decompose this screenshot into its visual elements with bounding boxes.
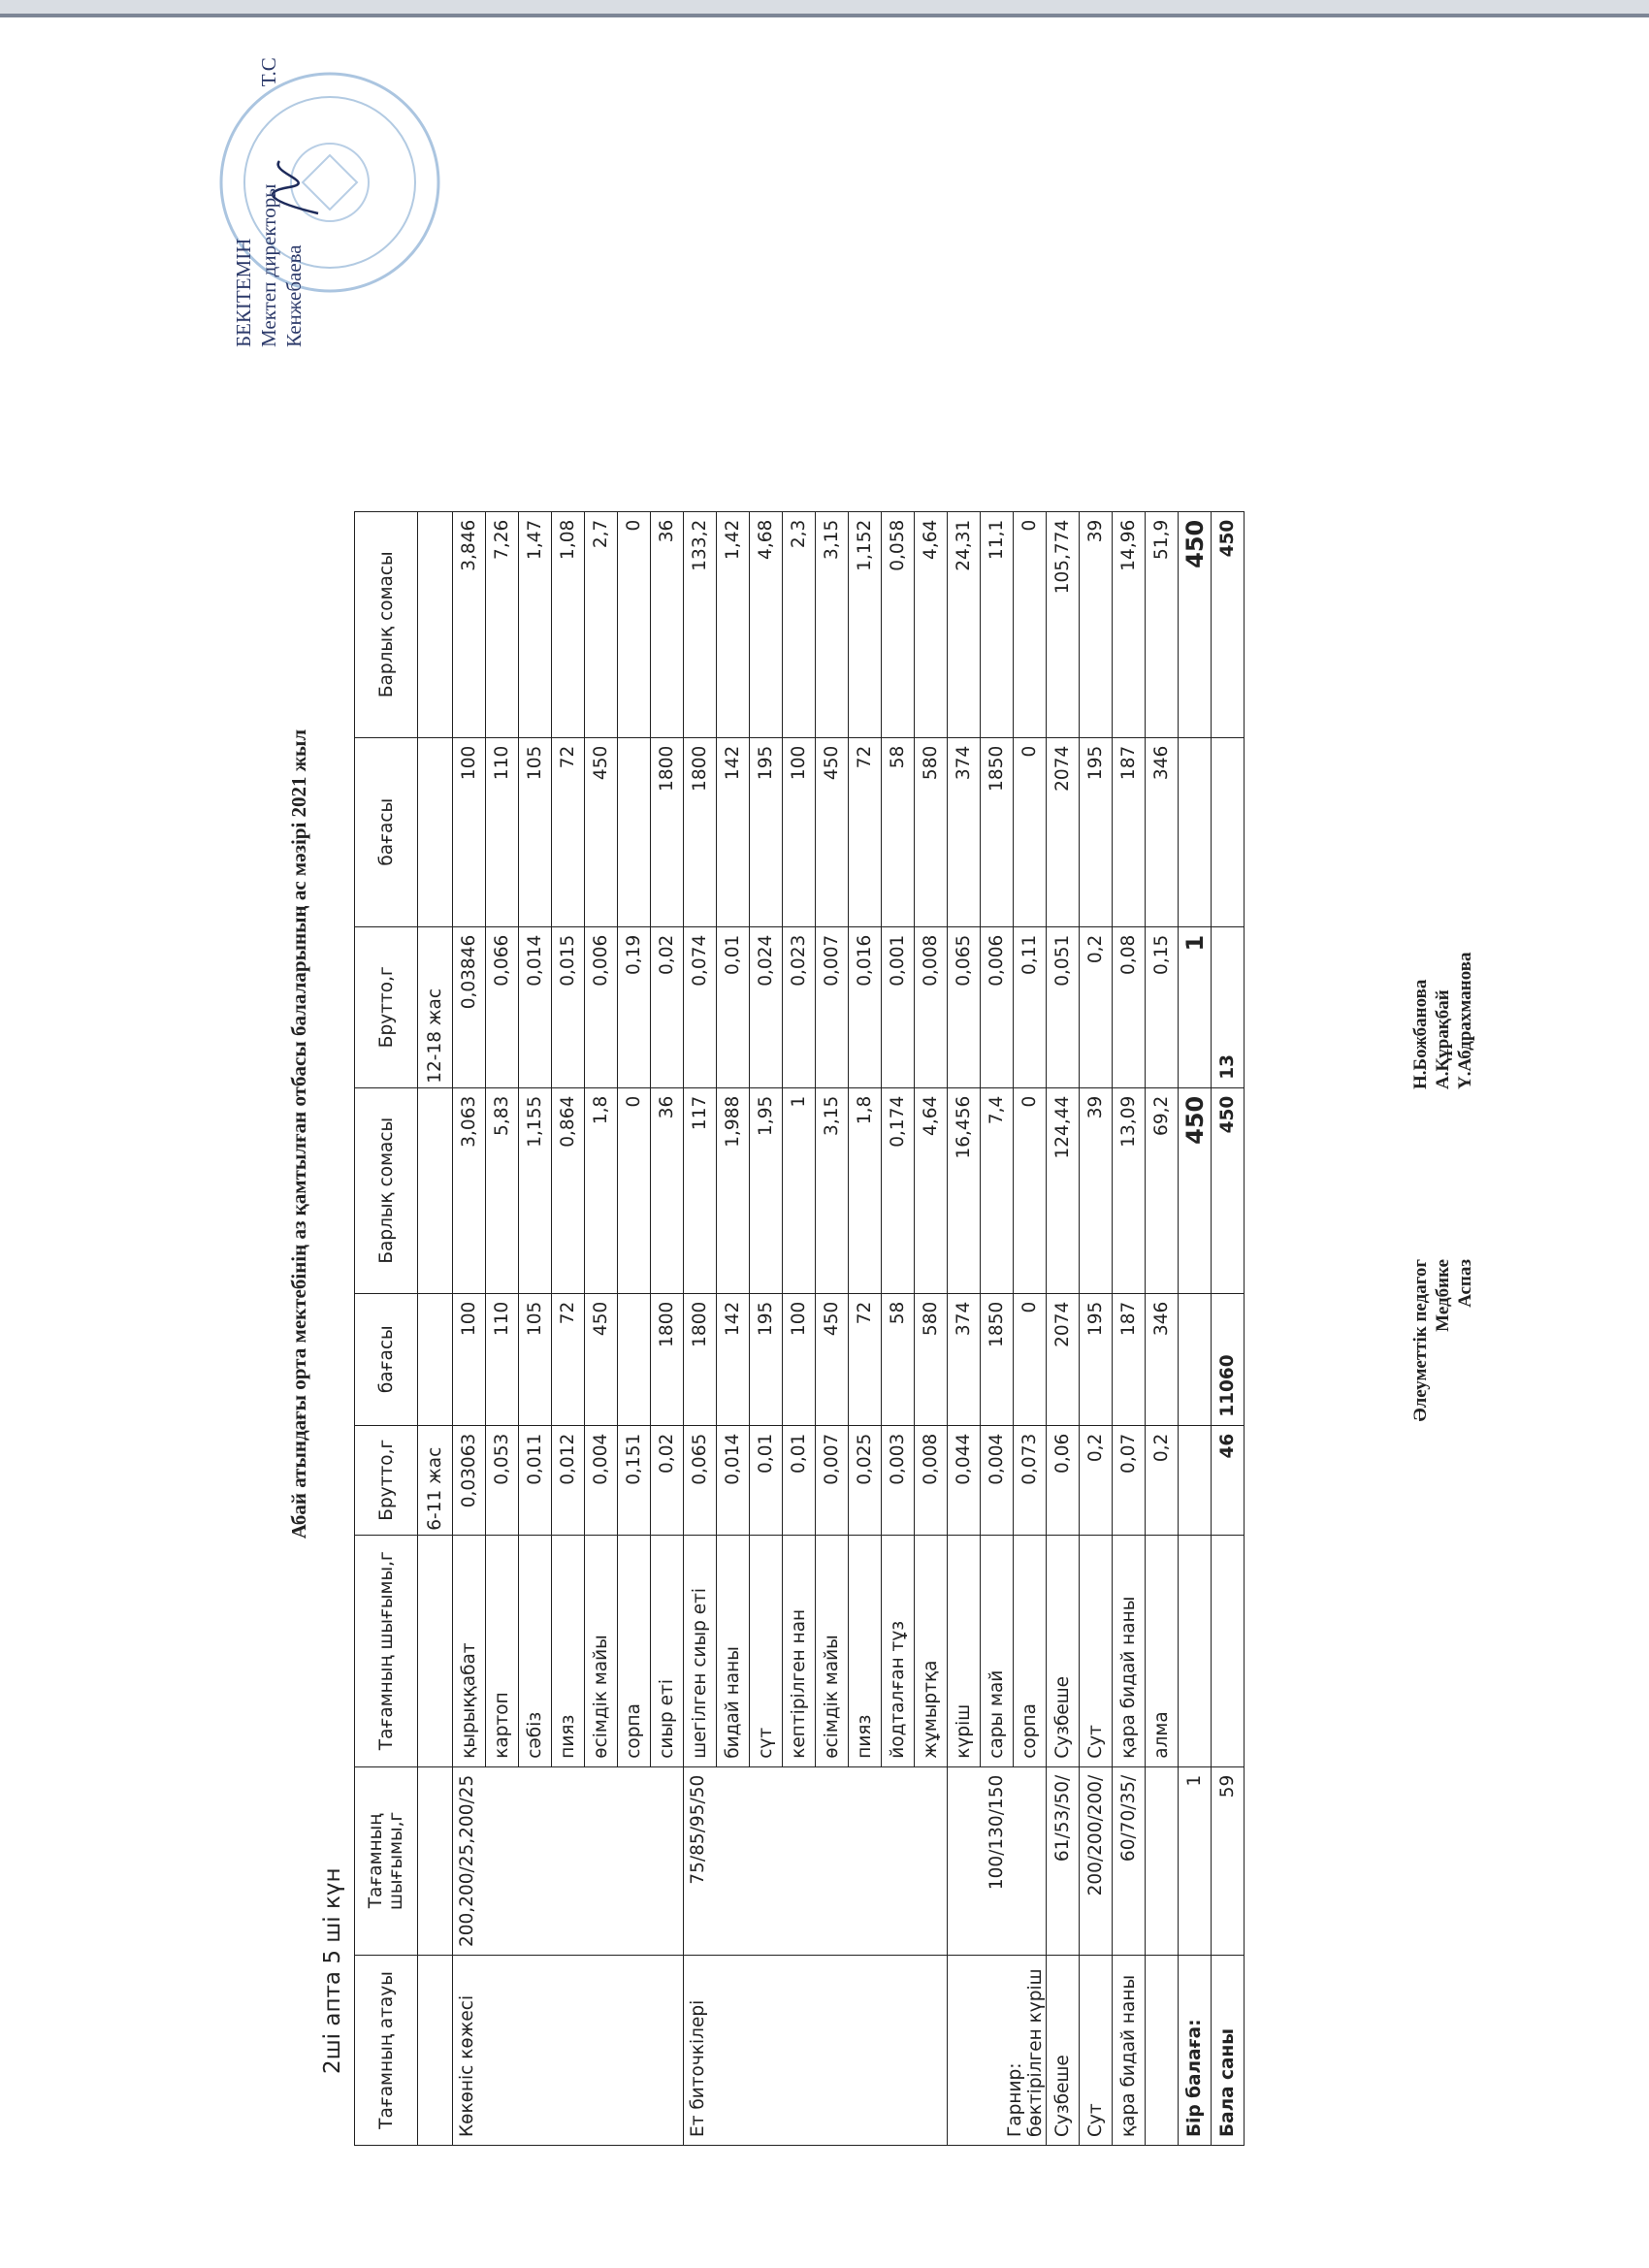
price-cell: 72 bbox=[552, 1293, 585, 1425]
director-name: Т.С Кенжебаева bbox=[257, 57, 306, 347]
brutto-cell: 0,006 bbox=[585, 926, 618, 1087]
ingredient-cell: Сузбеше bbox=[1047, 1535, 1080, 1766]
price-cell: 100 bbox=[783, 737, 816, 926]
brutto-cell: 0,19 bbox=[618, 926, 651, 1087]
sum-cell: 1,8 bbox=[849, 1087, 882, 1293]
empty-cell bbox=[418, 1293, 453, 1425]
brutto-cell: 0,065 bbox=[684, 1425, 717, 1535]
dish-name-cell: қара бидай наны bbox=[1113, 1956, 1146, 2146]
header-cell: Барлық сомасы bbox=[355, 511, 418, 737]
header-row bbox=[355, 511, 418, 2145]
price-cell: 580 bbox=[915, 1293, 948, 1425]
price-cell: 0 bbox=[1014, 1293, 1047, 1425]
brutto-cell: 0,073 bbox=[1014, 1425, 1047, 1535]
dish-name-cell: Сут bbox=[1080, 1956, 1113, 2146]
header-cell: бағасы bbox=[355, 1293, 418, 1425]
age-group-row bbox=[418, 511, 453, 2145]
signature-roles bbox=[1409, 1259, 1476, 1540]
price-cell: 1800 bbox=[651, 1293, 684, 1425]
child-count-row bbox=[1212, 511, 1245, 2145]
price-cell: 1850 bbox=[981, 737, 1014, 926]
week-day-label: 2ші апта 5 ші күн bbox=[320, 1867, 345, 2074]
signature-names bbox=[1409, 953, 1476, 1089]
brutto-cell: 0,008 bbox=[915, 926, 948, 1087]
price-cell: 0 bbox=[1014, 737, 1047, 926]
approval-position: Мектеп директоры Т.С Кенжебаева bbox=[257, 57, 306, 347]
brutto-cell: 0,025 bbox=[849, 1425, 882, 1535]
dish-name-cell: Сузбеше bbox=[1047, 1956, 1080, 2146]
brutto-cell: 0,11 bbox=[1014, 926, 1047, 1087]
brutto-cell: 0,006 bbox=[981, 926, 1014, 1087]
ingredient-cell: сары май bbox=[981, 1535, 1014, 1766]
sum-cell: 36 bbox=[651, 1087, 684, 1293]
price-cell: 72 bbox=[849, 1293, 882, 1425]
sum-cell: 7,26 bbox=[486, 511, 519, 737]
price-cell bbox=[618, 737, 651, 926]
count-sum-cell: 450 bbox=[1212, 511, 1245, 737]
price-cell: 450 bbox=[585, 1293, 618, 1425]
price-cell: 187 bbox=[1113, 1293, 1146, 1425]
brutto-cell: 0,023 bbox=[783, 926, 816, 1087]
ingredient-cell: қара бидай наны bbox=[1113, 1535, 1146, 1766]
sum-cell: 124,44 bbox=[1047, 1087, 1080, 1293]
sum-cell: 1,95 bbox=[750, 1087, 783, 1293]
price-cell: 346 bbox=[1146, 737, 1179, 926]
sum-cell: 3,846 bbox=[453, 511, 486, 737]
brutto-cell: 0,151 bbox=[618, 1425, 651, 1535]
sum-cell: 16,456 bbox=[948, 1087, 981, 1293]
sum-cell: 2,7 bbox=[585, 511, 618, 737]
price-cell: 142 bbox=[717, 737, 750, 926]
brutto-cell: 0,015 bbox=[552, 926, 585, 1087]
signature-role: Аспаз bbox=[1455, 1259, 1475, 1308]
price-cell bbox=[618, 1293, 651, 1425]
brutto-cell: 0,02 bbox=[651, 1425, 684, 1535]
brutto-cell: 0,15 bbox=[1146, 926, 1179, 1087]
sum-cell: 4,64 bbox=[915, 1087, 948, 1293]
empty-cell bbox=[418, 1956, 453, 2146]
price-cell: 100 bbox=[453, 1293, 486, 1425]
price-cell: 100 bbox=[783, 1293, 816, 1425]
empty-cell bbox=[1179, 737, 1212, 926]
sum-cell: 1,988 bbox=[717, 1087, 750, 1293]
price-cell: 72 bbox=[552, 737, 585, 926]
sum-cell: 36 bbox=[651, 511, 684, 737]
brutto-cell: 0,007 bbox=[816, 1425, 849, 1535]
sum-cell: 1 bbox=[783, 1087, 816, 1293]
brutto-cell: 0,051 bbox=[1047, 926, 1080, 1087]
brutto-cell: 0,06 bbox=[1047, 1425, 1080, 1535]
sum-cell: 3,15 bbox=[816, 511, 849, 737]
sum-cell: 4,64 bbox=[915, 511, 948, 737]
empty-cell bbox=[418, 511, 453, 737]
signature-name: Н.Божбанова bbox=[1410, 979, 1431, 1089]
sum-cell: 13,09 bbox=[1113, 1087, 1146, 1293]
sum-cell: 0,058 bbox=[882, 511, 915, 737]
price-cell: 195 bbox=[1080, 737, 1113, 926]
sum-cell: 1,42 bbox=[717, 511, 750, 737]
sum-cell: 14,96 bbox=[1113, 511, 1146, 737]
price-cell: 58 bbox=[882, 737, 915, 926]
empty-cell bbox=[1179, 1535, 1212, 1766]
portion-cell: 60/70/35/ bbox=[1113, 1766, 1146, 1955]
brutto-cell: 0,012 bbox=[552, 1425, 585, 1535]
empty-cell bbox=[1212, 1535, 1245, 1766]
price-cell: 450 bbox=[816, 737, 849, 926]
table-row bbox=[1047, 511, 1080, 2145]
price-cell: 105 bbox=[519, 737, 552, 926]
brutto-cell: 0,011 bbox=[519, 1425, 552, 1535]
header-cell: Барлық сомасы bbox=[355, 1087, 418, 1293]
ingredient-cell: жұмыртқа bbox=[915, 1535, 948, 1766]
child-count-label: Бала саны bbox=[1212, 1956, 1245, 2146]
price-cell: 195 bbox=[750, 1293, 783, 1425]
price-cell: 110 bbox=[486, 737, 519, 926]
header-cell: Тағамның шығымы,г bbox=[355, 1766, 418, 1955]
ingredient-cell: пияз bbox=[849, 1535, 882, 1766]
ingredient-cell: бидай наны bbox=[717, 1535, 750, 1766]
table-row bbox=[1146, 511, 1179, 2145]
ingredient-cell: шегілген сиыр еті bbox=[684, 1535, 717, 1766]
child-count-6-11: 46 bbox=[1212, 1425, 1245, 1535]
brutto-cell: 0,074 bbox=[684, 926, 717, 1087]
count-price-cell: 11060 bbox=[1212, 1293, 1245, 1425]
per-child-sum: 450 bbox=[1179, 511, 1212, 737]
sum-cell: 1,155 bbox=[519, 1087, 552, 1293]
price-cell: 346 bbox=[1146, 1293, 1179, 1425]
price-cell: 374 bbox=[948, 1293, 981, 1425]
sum-cell: 39 bbox=[1080, 1087, 1113, 1293]
price-cell: 450 bbox=[816, 1293, 849, 1425]
brutto-cell: 0,004 bbox=[981, 1425, 1014, 1535]
sum-cell: 133,2 bbox=[684, 511, 717, 737]
per-child-row bbox=[1179, 511, 1212, 2145]
empty-cell bbox=[1179, 1293, 1212, 1425]
ingredient-cell: алма bbox=[1146, 1535, 1179, 1766]
per-child-label: Бір балаға: bbox=[1179, 1956, 1212, 2146]
brutto-cell: 0,007 bbox=[816, 926, 849, 1087]
brutto-cell: 0,2 bbox=[1080, 1425, 1113, 1535]
ingredient-cell: картоп bbox=[486, 1535, 519, 1766]
empty-cell bbox=[418, 1766, 453, 1955]
header-cell: Брутто,г bbox=[355, 1425, 418, 1535]
sum-cell: 1,08 bbox=[552, 511, 585, 737]
ingredient-cell: сәбіз bbox=[519, 1535, 552, 1766]
sum-cell: 0 bbox=[618, 1087, 651, 1293]
ingredient-cell: йодталған тұз bbox=[882, 1535, 915, 1766]
table-row bbox=[948, 511, 981, 2145]
sum-cell: 69,2 bbox=[1146, 1087, 1179, 1293]
empty-cell bbox=[1212, 737, 1245, 926]
per-child-brutto: 1 bbox=[1179, 926, 1212, 1087]
sum-cell: 0 bbox=[618, 511, 651, 737]
portion-cell bbox=[1146, 1766, 1179, 1955]
header-cell: Тағамның атауы bbox=[355, 1956, 418, 2146]
sum-cell: 11,1 bbox=[981, 511, 1014, 737]
price-cell: 142 bbox=[717, 1293, 750, 1425]
ingredient-cell: күріш bbox=[948, 1535, 981, 1766]
sum-cell: 4,68 bbox=[750, 511, 783, 737]
age-group-cell: 6-11 жас bbox=[418, 1425, 453, 1535]
signature-role: Әлеуметтік педагог bbox=[1410, 1259, 1431, 1422]
brutto-cell: 0,03063 bbox=[453, 1425, 486, 1535]
price-cell: 1800 bbox=[651, 737, 684, 926]
price-cell: 580 bbox=[915, 737, 948, 926]
brutto-cell: 0,01 bbox=[717, 926, 750, 1087]
brutto-cell: 0,08 bbox=[1113, 926, 1146, 1087]
price-cell: 450 bbox=[585, 737, 618, 926]
child-count-12-18: 13 bbox=[1212, 926, 1245, 1087]
price-cell: 187 bbox=[1113, 737, 1146, 926]
empty-cell bbox=[418, 737, 453, 926]
sum-cell: 39 bbox=[1080, 511, 1113, 737]
brutto-cell: 0,024 bbox=[750, 926, 783, 1087]
sum-cell: 51,9 bbox=[1146, 511, 1179, 737]
ingredient-cell: өсімдік майы bbox=[816, 1535, 849, 1766]
ingredient-cell: сорпа bbox=[618, 1535, 651, 1766]
sum-cell: 1,47 bbox=[519, 511, 552, 737]
age-group-cell: 12-18 жас bbox=[418, 926, 453, 1087]
brutto-cell: 0,01 bbox=[783, 1425, 816, 1535]
brutto-cell: 0,07 bbox=[1113, 1425, 1146, 1535]
brutto-cell: 0,03846 bbox=[453, 926, 486, 1087]
child-count-total: 59 bbox=[1212, 1766, 1245, 1955]
brutto-cell: 0,2 bbox=[1080, 926, 1113, 1087]
header-cell: бағасы bbox=[355, 737, 418, 926]
empty-cell bbox=[418, 1087, 453, 1293]
sum-cell: 0 bbox=[1014, 511, 1047, 737]
sum-cell: 24,31 bbox=[948, 511, 981, 737]
dish-name-cell: Көкөніс көжесі bbox=[453, 1956, 684, 2146]
table-row bbox=[1113, 511, 1146, 2145]
sum-cell: 1,152 bbox=[849, 511, 882, 737]
dish-name-cell: Ет биточкілері bbox=[684, 1956, 948, 2146]
ingredient-cell: сорпа bbox=[1014, 1535, 1047, 1766]
approval-title: БЕКІТЕМІН bbox=[232, 238, 255, 347]
header-cell: Тағамның шығымы,г bbox=[355, 1535, 418, 1766]
price-cell: 1800 bbox=[684, 737, 717, 926]
price-cell: 100 bbox=[453, 737, 486, 926]
price-cell: 195 bbox=[1080, 1293, 1113, 1425]
portion-cell: 200,200/25,200/25 bbox=[453, 1766, 684, 1955]
document-heading: Абай атындағы орта мектебінің аз қамтылған отбасы балаларының ас мәзірі 2021 жыл bbox=[287, 729, 310, 1539]
ingredient-cell: сиыр еті bbox=[651, 1535, 684, 1766]
sum-cell: 3,15 bbox=[816, 1087, 849, 1293]
count-sum-cell: 450 bbox=[1212, 1087, 1245, 1293]
brutto-cell: 0,065 bbox=[948, 926, 981, 1087]
sum-cell: 105,774 bbox=[1047, 511, 1080, 737]
portion-cell: 61/53/50/ bbox=[1047, 1766, 1080, 1955]
brutto-cell: 0,001 bbox=[882, 926, 915, 1087]
ingredient-cell: пияз bbox=[552, 1535, 585, 1766]
empty-cell bbox=[418, 1535, 453, 1766]
price-cell: 374 bbox=[948, 737, 981, 926]
dish-name-cell: Гарнир: бөктірілген күріш bbox=[948, 1956, 1047, 2146]
price-cell: 2074 bbox=[1047, 737, 1080, 926]
price-cell: 195 bbox=[750, 737, 783, 926]
ingredient-cell: кептірілген нан bbox=[783, 1535, 816, 1766]
ingredient-cell: Сут bbox=[1080, 1535, 1113, 1766]
brutto-cell: 0,2 bbox=[1146, 1425, 1179, 1535]
price-cell: 58 bbox=[882, 1293, 915, 1425]
sum-cell: 3,063 bbox=[453, 1087, 486, 1293]
portion-cell: 100/130/150 bbox=[948, 1766, 1047, 1955]
table-row bbox=[1080, 511, 1113, 2145]
table-row bbox=[684, 511, 717, 2145]
brutto-cell: 0,004 bbox=[585, 1425, 618, 1535]
brutto-cell: 0,01 bbox=[750, 1425, 783, 1535]
ingredient-cell: сүт bbox=[750, 1535, 783, 1766]
table-row bbox=[453, 511, 486, 2145]
price-cell: 105 bbox=[519, 1293, 552, 1425]
sum-cell: 1,8 bbox=[585, 1087, 618, 1293]
empty-cell bbox=[1179, 1425, 1212, 1535]
signature-name: Ү.Абдрахманова bbox=[1455, 952, 1475, 1089]
brutto-cell: 0,066 bbox=[486, 926, 519, 1087]
dish-name-cell bbox=[1146, 1956, 1179, 2146]
brutto-cell: 0,044 bbox=[948, 1425, 981, 1535]
brutto-cell: 0,053 bbox=[486, 1425, 519, 1535]
approval-block bbox=[231, 0, 307, 347]
ingredient-cell: қырыққабат bbox=[453, 1535, 486, 1766]
brutto-cell: 0,014 bbox=[519, 926, 552, 1087]
per-child-sum: 450 bbox=[1179, 1087, 1212, 1293]
brutto-cell: 0,02 bbox=[651, 926, 684, 1087]
sum-cell: 5,83 bbox=[486, 1087, 519, 1293]
brutto-cell: 0,003 bbox=[882, 1425, 915, 1535]
sum-cell: 7,4 bbox=[981, 1087, 1014, 1293]
header-cell: Брутто,г bbox=[355, 926, 418, 1087]
sum-cell: 0,174 bbox=[882, 1087, 915, 1293]
sum-cell: 2,3 bbox=[783, 511, 816, 737]
sum-cell: 0,864 bbox=[552, 1087, 585, 1293]
ingredient-cell: өсімдік майы bbox=[585, 1535, 618, 1766]
per-child-portion: 1 bbox=[1179, 1766, 1212, 1955]
price-cell: 72 bbox=[849, 737, 882, 926]
brutto-cell: 0,014 bbox=[717, 1425, 750, 1535]
price-cell: 1850 bbox=[981, 1293, 1014, 1425]
portion-cell: 200/200/200/ bbox=[1080, 1766, 1113, 1955]
brutto-cell: 0,016 bbox=[849, 926, 882, 1087]
sum-cell: 0 bbox=[1014, 1087, 1047, 1293]
price-cell: 2074 bbox=[1047, 1293, 1080, 1425]
sum-cell: 117 bbox=[684, 1087, 717, 1293]
signature-role: Медбике bbox=[1433, 1259, 1453, 1332]
menu-table bbox=[354, 511, 1245, 2146]
portion-cell: 75/85/95/50 bbox=[684, 1766, 948, 1955]
brutto-cell: 0,008 bbox=[915, 1425, 948, 1535]
price-cell: 110 bbox=[486, 1293, 519, 1425]
signature-name: А.Құрақбай bbox=[1433, 989, 1453, 1089]
price-cell: 1800 bbox=[684, 1293, 717, 1425]
